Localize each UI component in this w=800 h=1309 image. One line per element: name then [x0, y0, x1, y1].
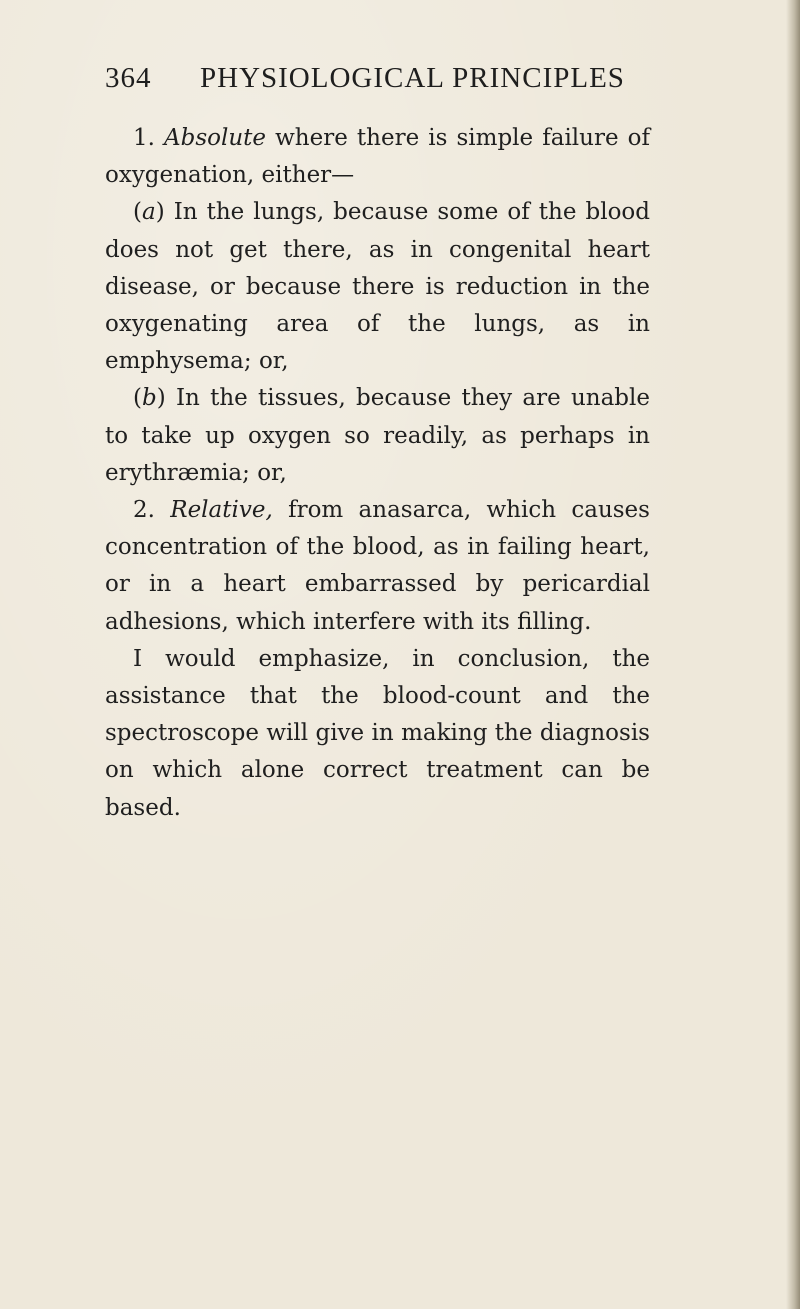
paragraph-relative — [105, 492, 650, 641]
paragraph-text: ) In the tissues, because they are unable to take up oxygen so readily, as perhaps in erythræmia; or, — [105, 385, 650, 486]
emphasis-term: Relative, — [170, 497, 273, 524]
page-edge-shadow — [786, 0, 800, 1309]
item-letter: b — [141, 385, 157, 412]
item-open: ( — [133, 385, 142, 412]
paragraph-a — [105, 194, 650, 380]
paragraph-b — [105, 380, 650, 492]
paragraph-text: ) In the lungs, because some of the blood does not get there, as in congenital heart disease, or because there is reduction in the oxygenating area of the lungs, as in emphysema; or, — [105, 199, 650, 375]
item-letter: a — [141, 199, 156, 226]
paragraph-absolute — [105, 120, 650, 194]
running-head: PHYSIOLOGICAL PRINCIPLES — [200, 62, 625, 94]
paragraph-text: where there is simple failure of oxygenation, either— — [105, 125, 651, 189]
item-open: ( — [133, 199, 142, 226]
paragraph-conclusion: I would emphasize, in conclusion, the assistance that the blood-count and the spectroscope will give in making the diagnosis on which alone correct treatment can be based. — [105, 645, 650, 821]
paragraph-text: from anasarca, which causes concentration of the blood, as in failing heart, or in a heart embarrassed by pericardial adhesions, which interfere with its filling. — [105, 497, 650, 635]
body-text — [105, 120, 650, 827]
item-number: 1. — [133, 125, 165, 151]
page-number: 364 — [105, 62, 152, 94]
page-header — [105, 62, 665, 106]
emphasis-term: Absolute — [164, 125, 267, 151]
item-number: 2. — [133, 497, 171, 524]
